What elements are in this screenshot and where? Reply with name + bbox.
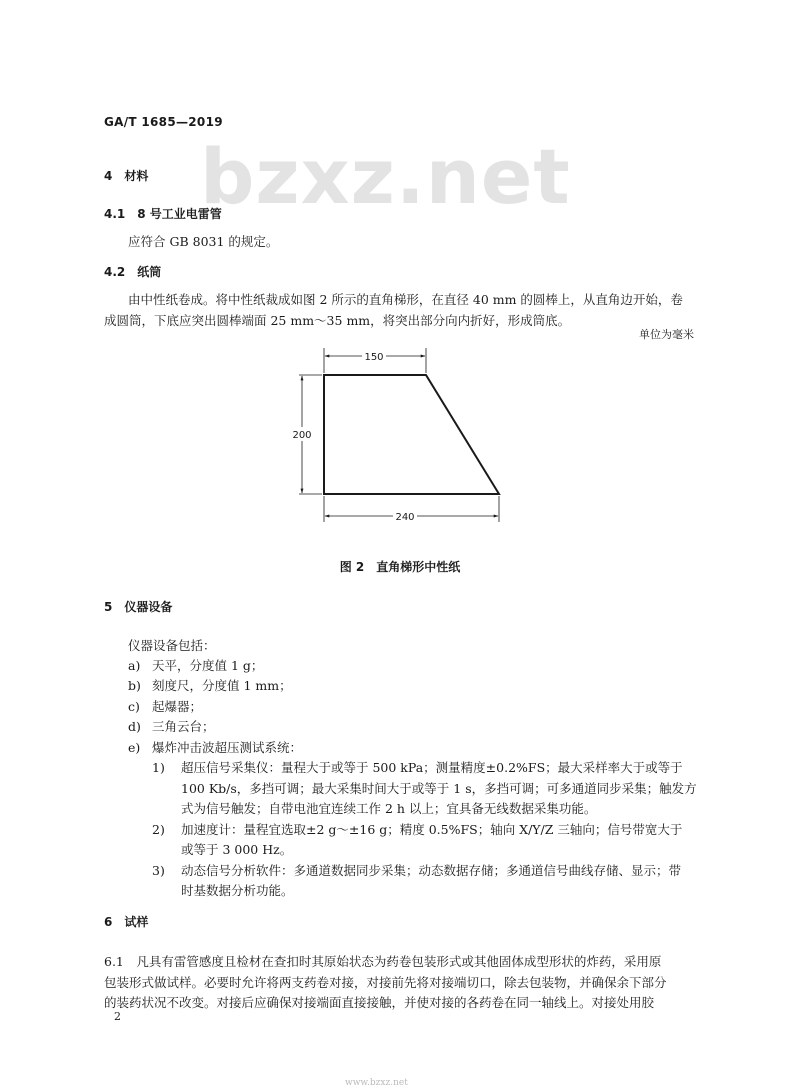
page-number: 2 — [114, 1010, 121, 1023]
watermark: bzxz.net — [200, 132, 571, 221]
top-dimension-label: 150 — [364, 352, 384, 363]
figure-caption: 图 2 直角梯形中性纸 — [339, 560, 461, 574]
trapezoid-diagram — [280, 340, 520, 540]
section-6-1-line3: 的装药状况不改变。对接后应确保对接端面直接接触，并使对接的各药卷在同一轴线上。对接处用胶 — [104, 995, 655, 1010]
equipment-e-sub1-line1: 超压信号采集仪：量程大于或等于 500 kPa；测量精度±0.2%FS；最大采样率大于或等于 — [181, 760, 683, 775]
section-6-title: 6 试样 — [104, 915, 149, 929]
equipment-item-c: 起爆器； — [152, 699, 203, 714]
equipment-item-d: 三角云台； — [152, 719, 215, 734]
section-4-2-line1: 由中性纸卷成。将中性纸裁成如图 2 所示的直角梯形，在直径 40 mm 的圆棒上，从直角边开始，卷 — [128, 292, 683, 307]
section-4-1-body: 应符合 GB 8031 的规定。 — [128, 234, 279, 249]
unit-note: 单位为毫米 — [639, 328, 694, 341]
equipment-e-sub3-line2: 时基数据分析功能。 — [181, 883, 294, 898]
section-5-title: 5 仪器设备 — [104, 600, 173, 614]
section-4-2-title: 4.2 纸筒 — [104, 265, 162, 279]
equipment-e-sub3-marker: 3) — [152, 863, 165, 878]
section-5-intro: 仪器设备包括： — [128, 638, 216, 653]
standard-code-header: GA/T 1685—2019 — [104, 115, 223, 129]
footer-stamp: www.bzxz.net — [345, 1078, 408, 1088]
equipment-item-b: 刻度尺，分度值 1 mm； — [152, 678, 292, 693]
section-4-2-line2: 成圆筒，下底应突出圆棒端面 25 mm～35 mm，将突出部分向内折好，形成筒底。 — [104, 313, 571, 328]
section-6-1-line2: 包装形式做试样。必要时允许将两支药卷对接，对接前先将对接端切口，除去包装物，并确保余下部分 — [104, 975, 667, 990]
trapezoid-figure — [280, 340, 520, 543]
equipment-e-sub2-line1: 加速度计：量程宜选取±2 g～±16 g；精度 0.5%FS；轴向 X/Y/Z 三轴向；信号带宽大于 — [181, 822, 683, 837]
equipment-item-a-marker: a) — [128, 658, 141, 673]
equipment-item-a: 天平，分度值 1 g； — [152, 658, 264, 673]
left-dimension-label: 200 — [292, 430, 312, 441]
equipment-item-c-marker: c) — [128, 699, 140, 714]
equipment-item-d-marker: d) — [128, 719, 141, 734]
equipment-e-sub2-marker: 2) — [152, 822, 165, 837]
equipment-e-sub1-marker: 1) — [152, 760, 165, 775]
section-6-1-line1: 6.1 凡具有雷管感度且检材在查扣时其原始状态为药卷包装形式或其他固体成型形状的炸药，采用原 — [104, 954, 662, 969]
section-4-title: 4 材料 — [104, 169, 149, 183]
equipment-e-sub2-line2: 或等于 3 000 Hz。 — [181, 842, 293, 857]
equipment-e-sub1-line3: 式为信号触发；自带电池宜连续工作 2 h 以上；宜具备无线数据采集功能。 — [181, 801, 597, 816]
section-4-1-title: 4.1 8 号工业电雷管 — [104, 207, 222, 221]
equipment-e-sub3-line1: 动态信号分析软件：多通道数据同步采集；动态数据存储；多通道信号曲线存储、显示；带 — [181, 863, 682, 878]
equipment-item-b-marker: b) — [128, 678, 141, 693]
trapezoid-shape — [324, 375, 499, 494]
equipment-item-e-marker: e) — [128, 740, 141, 755]
bottom-dimension-label: 240 — [395, 512, 415, 523]
equipment-e-sub1-line2: 100 Kb/s，多挡可调；最大采集时间大于或等于 1 s，多挡可调；可多通道同步采集；触发方 — [181, 781, 697, 796]
equipment-item-e: 爆炸冲击波超压测试系统： — [152, 740, 303, 755]
